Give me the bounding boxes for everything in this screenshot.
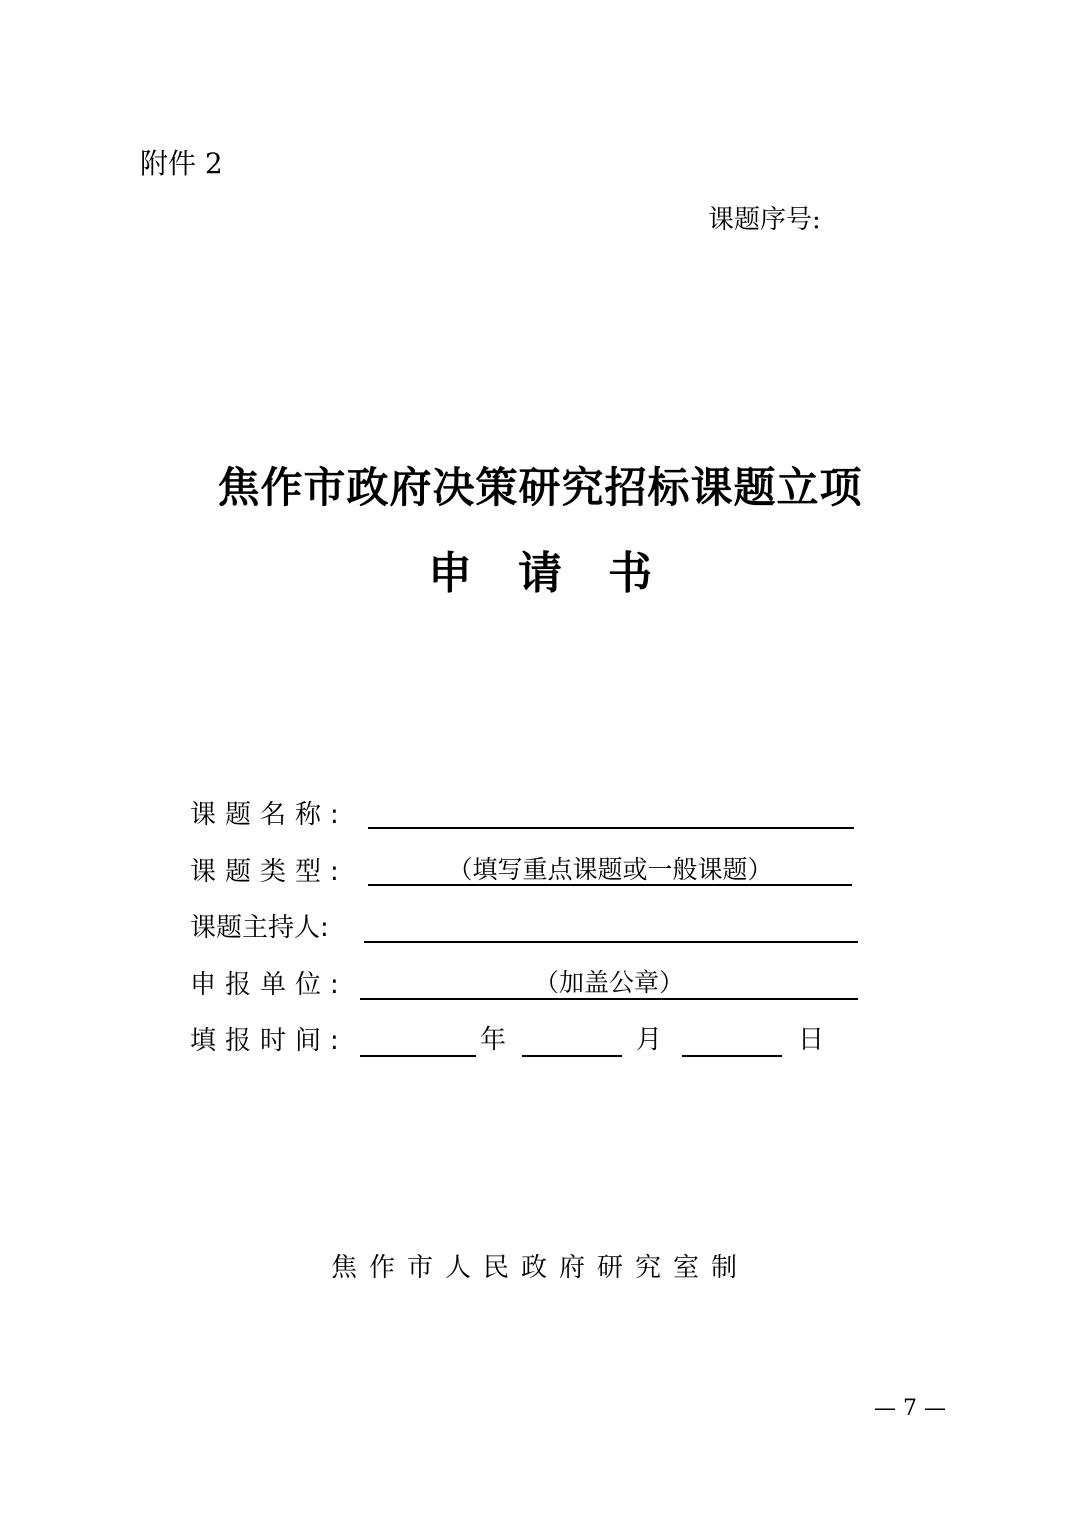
document-title: 焦作市政府决策研究招标课题立项 [217,463,863,512]
topic-host-line [364,941,858,943]
month-line[interactable] [522,1055,622,1057]
topic-name-line [368,827,854,829]
applicant-unit-label: 申报单位: [190,970,348,1000]
attachment-label: 附件 2 [140,147,223,180]
day-line[interactable] [682,1055,782,1057]
applicant-unit-value[interactable]: （加盖公章） [533,968,684,997]
year-unit: 年 [480,1025,507,1055]
topic-type-label: 课题类型: [190,857,348,887]
day-unit: 日 [798,1025,825,1055]
topic-name-label: 课题名称: [190,800,348,830]
issuer-credit: 焦作市人民政府研究室制 [330,1253,749,1283]
topic-host-label: 课题主持人: [190,913,329,943]
topic-type-value[interactable]: （填写重点课题或一般课题） [447,855,773,884]
page-number: — 7 — [874,1396,946,1421]
topic-serial-label: 课题序号: [708,205,821,235]
month-unit: 月 [636,1025,663,1055]
year-line[interactable] [360,1055,476,1057]
document-subtitle: 申请书 [428,548,698,599]
fill-date-label: 填报时间: [190,1026,348,1056]
